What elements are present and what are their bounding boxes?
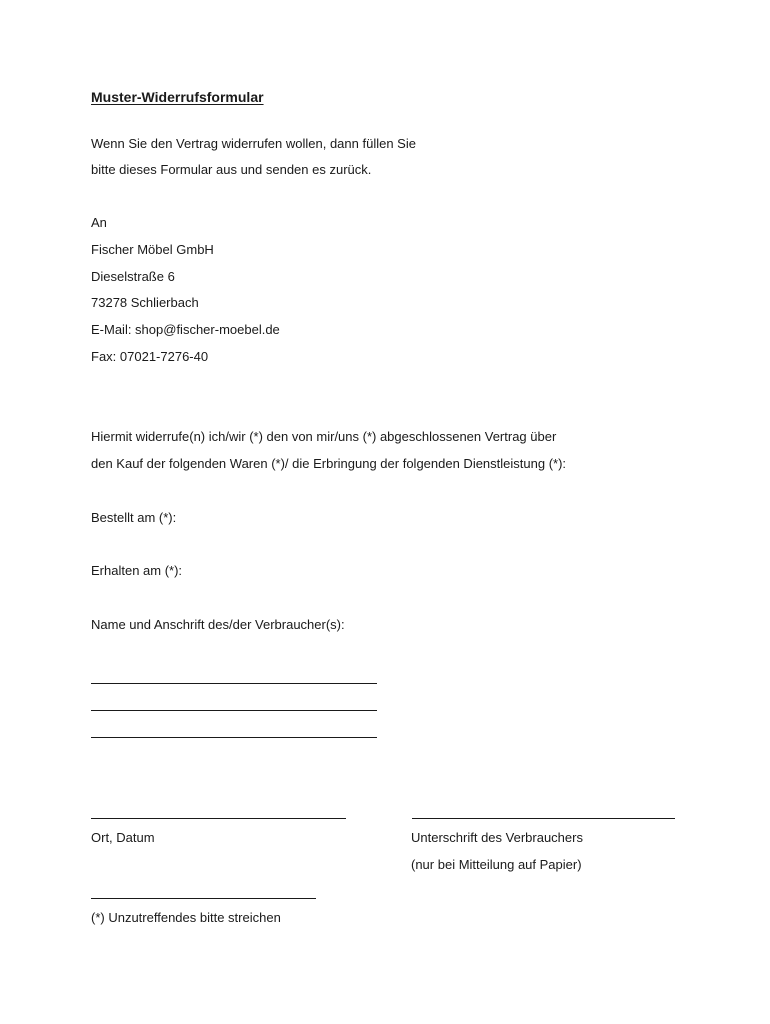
received-on-label: Erhalten am (*):	[91, 563, 183, 578]
recipient-fax: Fax: 07021-7276-40	[91, 349, 209, 364]
name-address-line-1[interactable]	[91, 683, 377, 684]
recipient-street: Dieselstraße 6	[91, 269, 175, 284]
place-date-label: Ort, Datum	[91, 830, 155, 845]
recipient-company: Fischer Möbel GmbH	[91, 242, 214, 257]
recipient-label: An	[91, 215, 107, 230]
paper-note: (nur bei Mitteilung auf Papier)	[411, 857, 582, 872]
intro-line-2: bitte dieses Formular aus und senden es zurück.	[91, 162, 372, 177]
name-address-line-2[interactable]	[91, 710, 377, 711]
footnote-separator	[91, 898, 316, 899]
declaration-line-1: Hiermit widerrufe(n) ich/wir (*) den von mir/uns (*) abgeschlossenen Vertrag über	[91, 429, 557, 444]
name-address-line-3[interactable]	[91, 737, 377, 738]
intro-line-1: Wenn Sie den Vertrag widerrufen wollen, dann füllen Sie	[91, 136, 416, 151]
recipient-city: 73278 Schlierbach	[91, 295, 199, 310]
name-address-label: Name und Anschrift des/der Verbraucher(s):	[91, 617, 345, 632]
signature-label: Unterschrift des Verbrauchers	[411, 830, 583, 845]
signature-line[interactable]	[412, 818, 675, 819]
footnote: (*) Unzutreffendes bitte streichen	[91, 910, 281, 925]
page-title: Muster-Widerrufsformular	[91, 89, 264, 105]
declaration-line-2: den Kauf der folgenden Waren (*)/ die Erbringung der folgenden Dienstleistung (*):	[91, 456, 567, 471]
recipient-email: E-Mail: shop@fischer-moebel.de	[91, 322, 280, 337]
ordered-on-label: Bestellt am (*):	[91, 510, 177, 525]
place-date-line[interactable]	[91, 818, 346, 819]
